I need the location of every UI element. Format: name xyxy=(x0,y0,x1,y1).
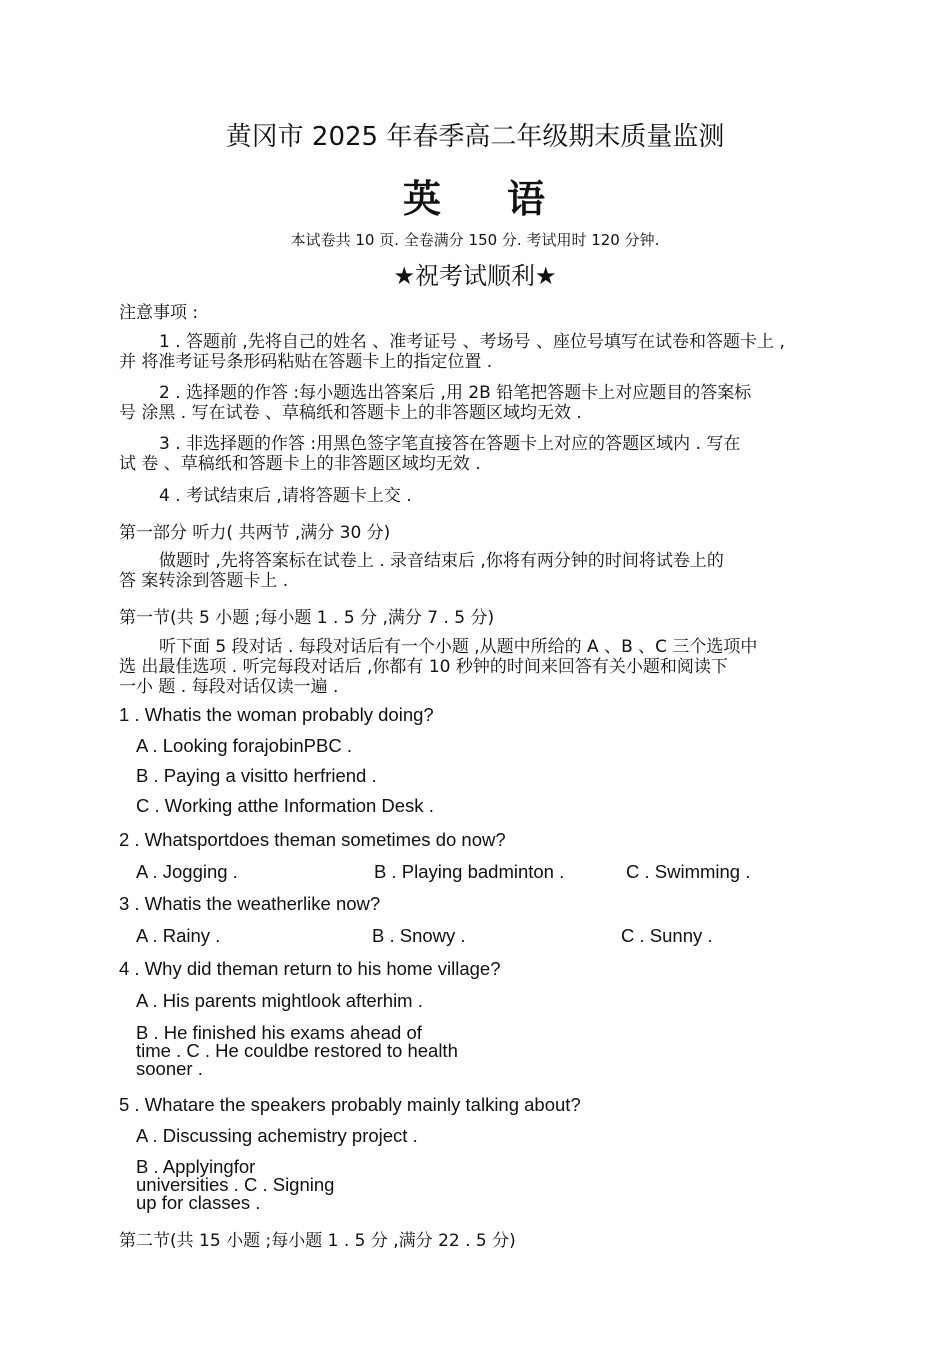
question-1-option-a: A . Looking forajobinPBC . xyxy=(136,735,352,756)
question-5-options-line-2: universities . C . Signing xyxy=(136,1174,335,1195)
note-item-2-line-2: 号 涂黑 . 写在试卷 、草稿纸和答题卡上的非答题区域均无效 . xyxy=(119,403,582,423)
question-3-option-a: A . Rainy . xyxy=(136,925,221,946)
question-3-option-c: C . Sunny . xyxy=(621,925,713,946)
question-5-option-a: A . Discussing achemistry project . xyxy=(136,1125,418,1146)
note-item-4 xyxy=(119,486,859,506)
note-item-3-line-1: 3 . 非选择题的作答 :用黑色签字笔直接答在答题卡上对应的答题区域内 . 写在 xyxy=(159,434,741,454)
question-4-options-line-3: sooner . xyxy=(136,1058,203,1079)
part1-heading: 第一部分 听力( 共两节 ,满分 30 分) xyxy=(119,523,391,543)
note-item-2-line-1: 2 . 选择题的作答 :每小题选出答案后 ,用 2B 铅笔把答题卡上对应题目的答案标 xyxy=(159,383,752,403)
question-4-options-line-1: B . He finished his exams ahead of xyxy=(136,1022,422,1043)
question-1-option-b: B . Paying a visitto herfriend . xyxy=(136,765,377,786)
section1-intro-line-2: 选 出最佳选项 . 听完每段对话后 ,你都有 10 秒钟的时间来回答有关小题和阅读下 xyxy=(119,657,728,677)
question-4-option-a: A . His parents mightlook afterhim . xyxy=(136,990,423,1011)
question-3: 3 . Whatis the weatherlike now? xyxy=(119,893,381,914)
question-4-options-bc xyxy=(136,1024,458,1078)
section1-intro xyxy=(119,637,859,697)
note-item-2 xyxy=(119,383,859,423)
question-1-option-c: C . Working atthe Information Desk . xyxy=(136,795,434,816)
question-2-option-c: C . Swimming . xyxy=(626,861,751,882)
section1-intro-line-1: 听下面 5 段对话 . 每段对话后有一个小题 ,从题中所给的 A 、B 、C 三个选项中 xyxy=(159,637,758,657)
subject-title xyxy=(0,168,950,223)
note-item-1 xyxy=(119,332,859,372)
question-1: 1 . Whatis the woman probably doing? xyxy=(119,704,434,725)
exam-title: 黄冈市 2025 年春季高二年级期末质量监测 xyxy=(225,122,725,152)
question-5-options-line-3: up for classes . xyxy=(136,1192,261,1213)
section1-intro-line-3: 一小 题 . 每段对话仅读一遍 . xyxy=(119,677,339,697)
section1-heading: 第一节(共 5 小题 ;每小题 1 . 5 分 ,满分 7 . 5 分) xyxy=(119,608,495,628)
section2-heading: 第二节(共 15 小题 ;每小题 1 . 5 分 ,满分 22 . 5 分) xyxy=(119,1231,516,1251)
question-5-options-line-1: B . Applyingfor xyxy=(136,1156,256,1177)
note-item-4-line-1: 4 . 考试结束后 ,请将答题卡上交 . xyxy=(159,486,412,506)
question-5: 5 . Whatare the speakers probably mainly talking about? xyxy=(119,1094,581,1115)
good-luck-banner: ★祝考试顺利★ xyxy=(393,262,557,290)
note-item-1-line-2: 并 将准考证号条形码粘贴在答题卡上的指定位置 . xyxy=(119,352,493,372)
note-item-1-line-1: 1 . 答题前 ,先将自己的姓名 、准考证号 、考场号 、座位号填写在试卷和答题卡上 , xyxy=(159,332,785,352)
question-3-option-b: B . Snowy . xyxy=(372,925,466,946)
part1-intro xyxy=(119,551,859,591)
exam-info: 本试卷共 10 页. 全卷满分 150 分. 考试用时 120 分钟. xyxy=(290,231,660,249)
question-4-options-line-2: time . C . He couldbe restored to health xyxy=(136,1040,458,1061)
subject-char-1: 英 xyxy=(402,177,443,221)
note-item-3 xyxy=(119,434,859,474)
question-2-option-a: A . Jogging . xyxy=(136,861,238,882)
part1-intro-line-1: 做题时 ,先将答案标在试卷上 . 录音结束后 ,你将有两分钟的时间将试卷上的 xyxy=(159,551,724,571)
subject-char-2: 语 xyxy=(507,177,548,221)
question-5-options-bc xyxy=(136,1158,334,1212)
note-item-3-line-2: 试 卷 、草稿纸和答题卡上的非答题区域均无效 . xyxy=(119,454,481,474)
notes-heading: 注意事项 : xyxy=(119,303,199,323)
part1-intro-line-2: 答 案转涂到答题卡上 . xyxy=(119,571,289,591)
question-2-option-b: B . Playing badminton . xyxy=(374,861,565,882)
question-4: 4 . Why did theman return to his home village? xyxy=(119,958,501,979)
question-2: 2 . Whatsportdoes theman sometimes do now? xyxy=(119,829,506,850)
